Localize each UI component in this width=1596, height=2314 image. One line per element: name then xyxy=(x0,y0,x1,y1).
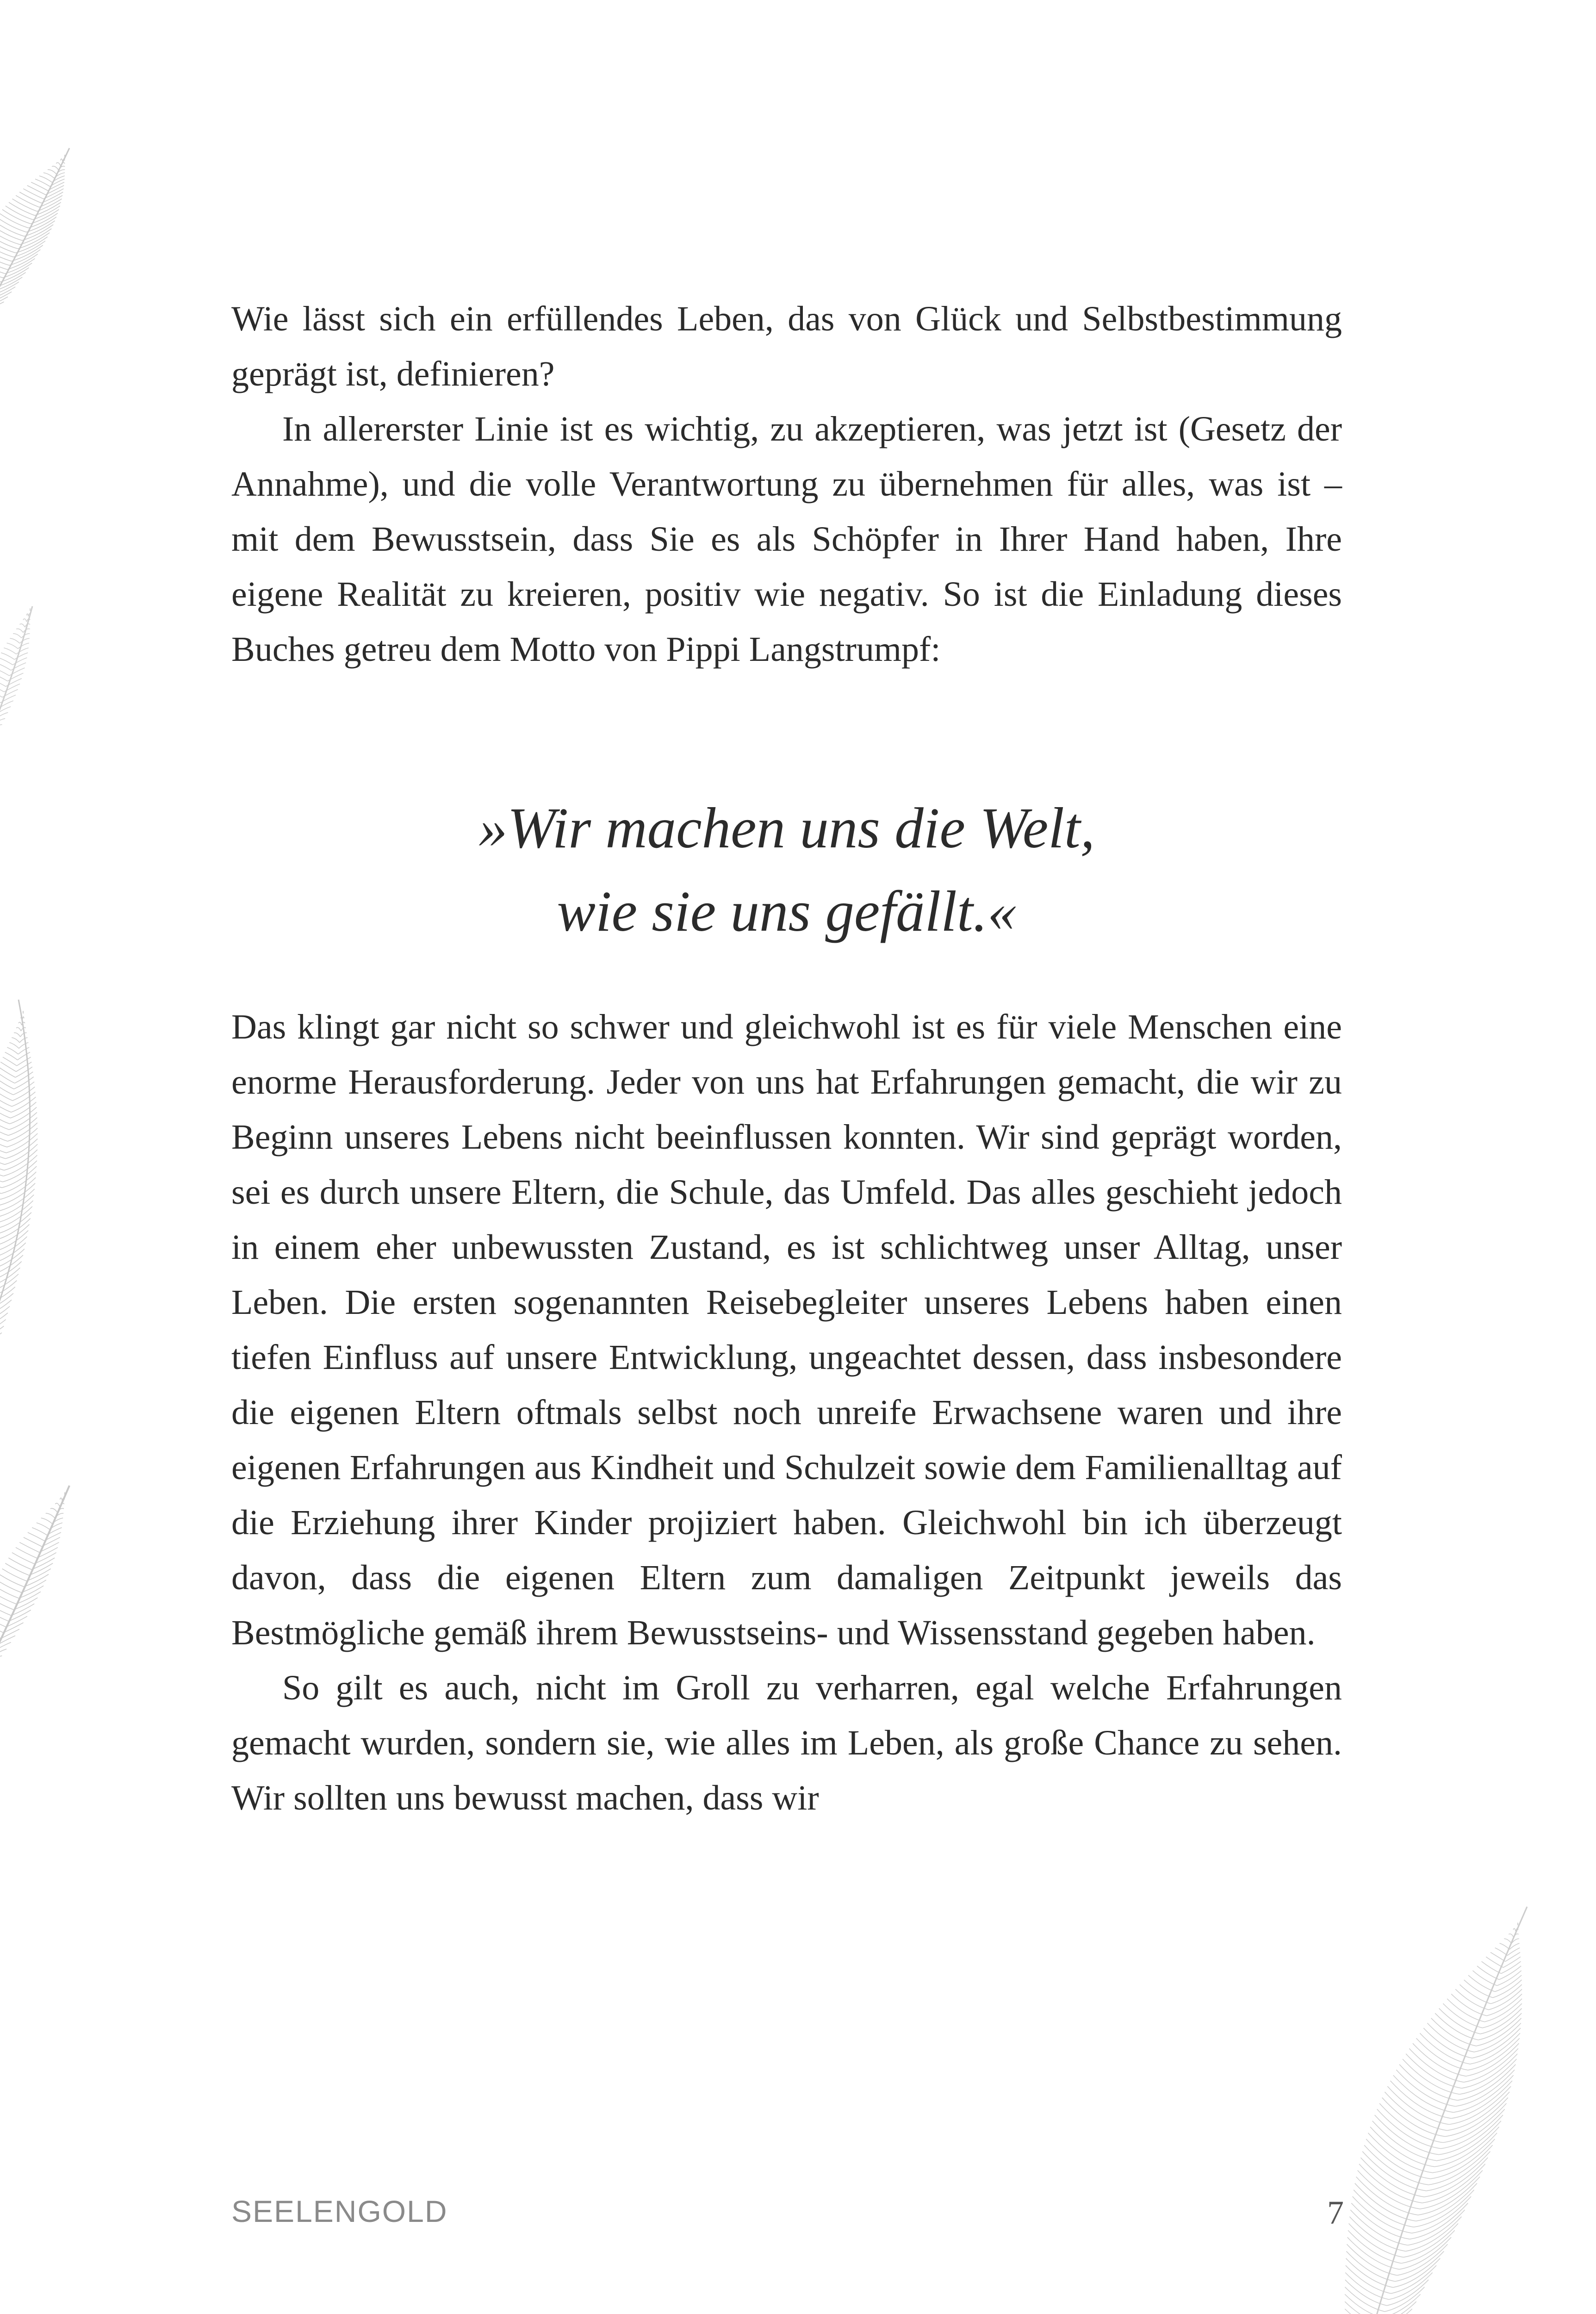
page-number: 7 xyxy=(1327,2194,1344,2231)
paragraph: Wie lässt sich ein erfüllendes Leben, das von Glück und Selbstbestimmung geprägt ist, definieren? xyxy=(231,299,1342,393)
feather-icon xyxy=(0,1481,74,1675)
paragraph: In allererster Linie ist es wichtig, zu akzeptieren, was jetzt ist (Gesetz der Annahme), und die volle Verantwortung zu übernehmen für alles, was ist – mit dem Bewusstsein, dass Sie es als Schöpfer in Ihrer Hand haben, Ihre eigene Realität zu kreieren, positiv wie negativ. So ist die Einladung dieses Buches getreu dem Motto von Pippi Langstrumpf: xyxy=(231,410,1342,669)
body-text-block-1 xyxy=(231,292,1342,677)
feather-icon xyxy=(0,602,37,750)
quote-line: wie sie uns gefällt.« xyxy=(557,880,1017,944)
paragraph: Das klingt gar nicht so schwer und gleichwohl ist es für viele Menschen eine enorme Herausforderung. Jeder von uns hat Erfahrungen gemacht, die wir zu Beginn unseres Lebens nicht beeinflussen konnten. Wir sind geprägt worden, sei es durch unsere Eltern, die Schule, das Umfeld. Das alles geschieht jedoch in einem eher unbewussten Zustand, es ist schlichtweg unser Alltag, unser Leben. Die ersten sogenannten Reisebegleiter unseres Lebens haben einen tiefen Einfluss auf unsere Entwicklung, ungeachtet dessen, dass insbesondere die eigenen Eltern oftmals selbst noch unreife Erwachsene waren und ihre eigenen Erfahrungen aus Kindheit und Schulzeit sowie dem Familienalltag auf die Erziehung ihrer Kinder projiziert haben. Gleichwohl bin ich überzeugt davon, dass die eigenen Eltern zum damaligen Zeitpunkt jeweils das Bestmögliche gemäß ihrem Bewusstseins- und Wissensstand gegeben haben. xyxy=(231,1008,1342,1652)
body-text-block-2 xyxy=(231,1000,1342,1826)
feather-icon xyxy=(0,995,83,1375)
feather-icon xyxy=(1286,1897,1546,2314)
feather-icon xyxy=(0,139,79,333)
running-title: SEELENGOLD xyxy=(231,2194,448,2228)
pull-quote xyxy=(231,787,1342,953)
quote-line: »Wir machen uns die Welt, xyxy=(478,796,1095,860)
paragraph: So gilt es auch, nicht im Groll zu verharren, egal welche Erfahrungen gemacht wurden, sondern sie, wie alles im Leben, als große Chance zu sehen. Wir sollten uns bewusst machen, dass wir xyxy=(231,1668,1342,1817)
